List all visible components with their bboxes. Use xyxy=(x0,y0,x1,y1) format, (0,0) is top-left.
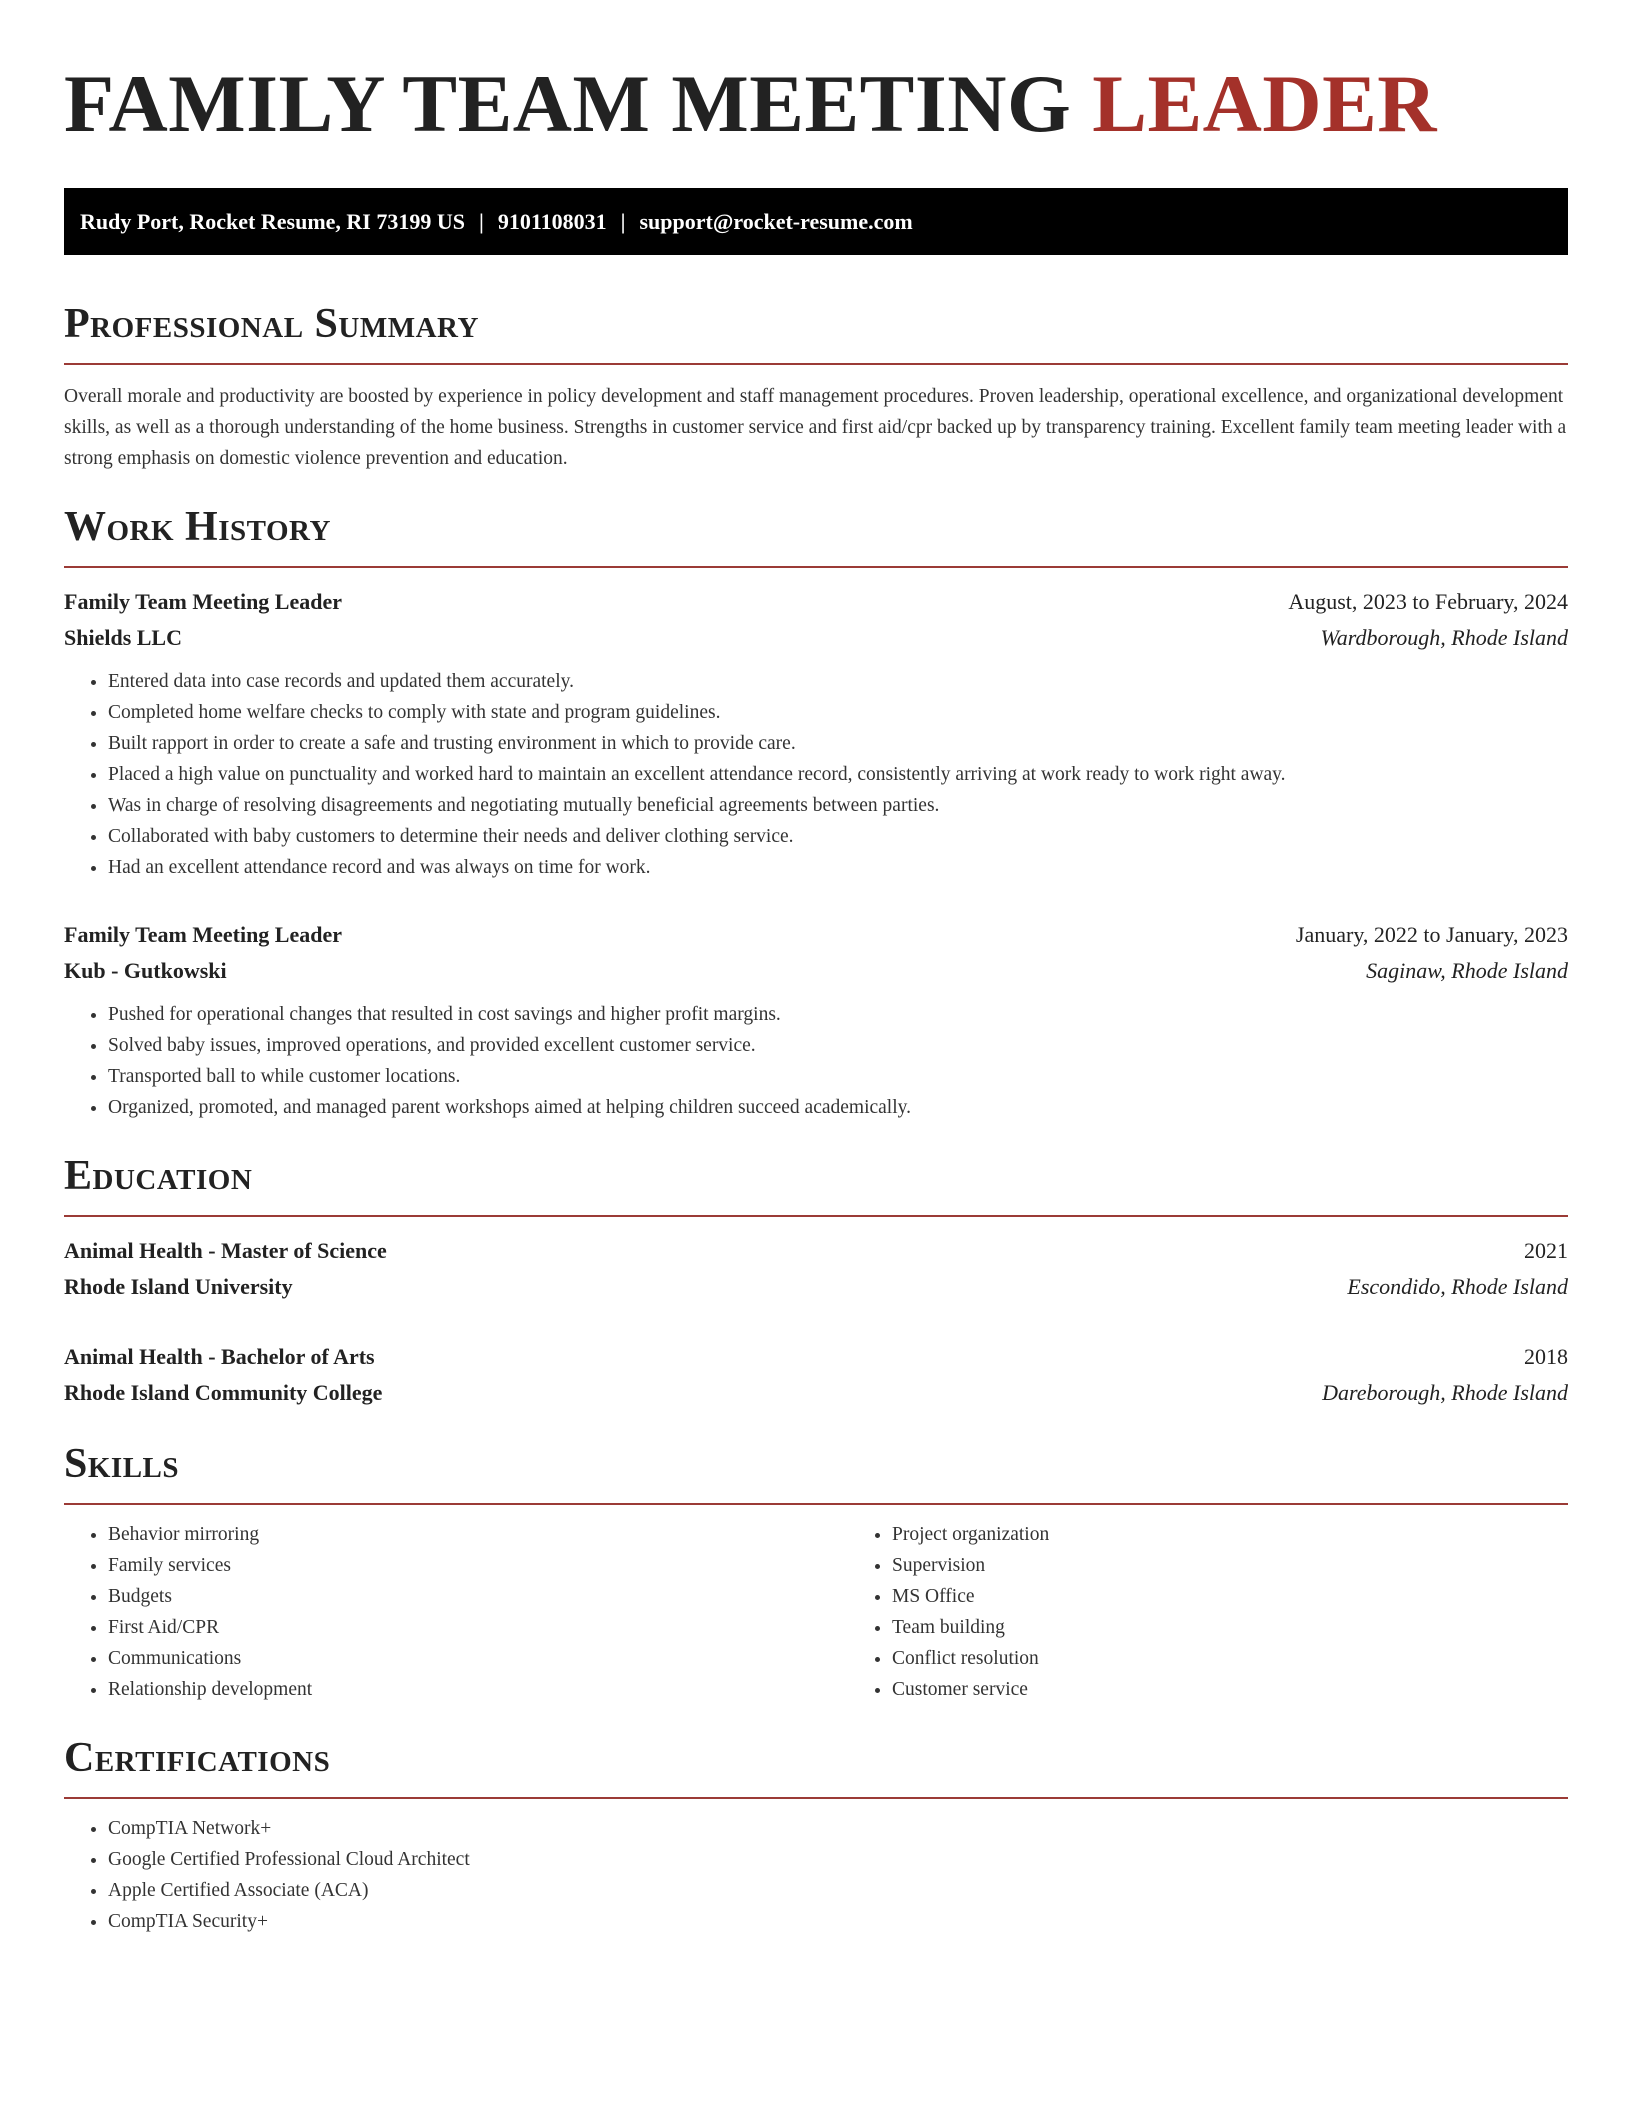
section-title-work-history: Work History xyxy=(64,504,331,550)
job-bullet: • Placed a high value on punctuality and worked hard to maintain an excellent attendance record, consistently arriving at work ready to work right away. xyxy=(108,759,1568,790)
contact-separator: | xyxy=(620,208,626,234)
job-bullet: • Entered data into case records and updated them accurately. xyxy=(108,666,1568,697)
skill-item: • Conflict resolution xyxy=(892,1643,1632,1674)
section-divider xyxy=(64,1215,1568,1217)
skill-item: • Family services xyxy=(108,1550,848,1581)
education-year: 2021 xyxy=(1524,1238,1568,1263)
job-bullet: • Completed home welfare checks to comply with state and program guidelines. xyxy=(108,697,1568,728)
summary-text: Overall morale and productivity are boosted by experience in policy development and staff management procedures. Proven leadership, operational excellence, and organizational development skills, as well as a thorough understanding of the home business. Strengths in customer service and first aid/cpr backed up by transparency training. Excellent family team meeting leader with a strong emphasis on domestic violence prevention and education. xyxy=(64,386,1567,469)
contact-address: Rudy Port, Rocket Resume, RI 73199 US xyxy=(80,208,465,234)
skill-item: • First Aid/CPR xyxy=(108,1612,848,1643)
job-bullet: • Pushed for operational changes that resulted in cost savings and higher profit margins. xyxy=(108,999,1568,1030)
job-bullet: • Built rapport in order to create a safe and trusting environment in which to provide care. xyxy=(108,728,1568,759)
skill-item: • Relationship development xyxy=(108,1674,848,1705)
skill-item: • Budgets xyxy=(108,1581,848,1612)
skills-list-left xyxy=(64,1519,848,1705)
education-entry xyxy=(64,1233,1568,1305)
job-location: Wardborough, Rhode Island xyxy=(1320,625,1568,650)
name-accent: LEADER xyxy=(1092,58,1438,149)
work-history-section xyxy=(64,502,1568,1123)
job-bullet: • Transported ball to while customer locations. xyxy=(108,1061,1568,1092)
section-divider xyxy=(64,1797,1568,1799)
job-role: Family Team Meeting Leader xyxy=(64,589,343,614)
certifications-list xyxy=(64,1813,1568,1937)
job-company-row xyxy=(64,620,1568,656)
job-entry xyxy=(64,584,1568,883)
certification-item: • Apple Certified Associate (ACA) xyxy=(108,1875,1568,1906)
contact-phone: 9101108031 xyxy=(497,208,607,234)
job-bullets xyxy=(64,999,1568,1123)
name-main: FAMILY TEAM MEETING xyxy=(64,58,1072,149)
job-bullet: • Had an excellent attendance record and was always on time for work. xyxy=(108,852,1568,883)
education-school: Rhode Island University xyxy=(64,1274,293,1299)
section-title-skills: Skills xyxy=(64,1441,180,1487)
education-header-row xyxy=(64,1233,1568,1269)
education-location: Dareborough, Rhode Island xyxy=(1322,1380,1568,1405)
skills-grid xyxy=(64,1519,1568,1705)
education-school-row xyxy=(64,1375,1568,1411)
skill-item: • Customer service xyxy=(892,1674,1632,1705)
job-company-row xyxy=(64,953,1568,989)
certifications-section xyxy=(64,1733,1568,1937)
education-school-row xyxy=(64,1269,1568,1305)
job-bullet: • Solved baby issues, improved operations, and provided excellent customer service. xyxy=(108,1030,1568,1061)
section-title-education: Education xyxy=(64,1153,253,1199)
certification-item: • CompTIA Network+ xyxy=(108,1813,1568,1844)
section-divider xyxy=(64,363,1568,365)
contact-separator: | xyxy=(478,208,484,234)
job-bullet: • Collaborated with baby customers to determine their needs and deliver clothing service. xyxy=(108,821,1568,852)
job-company: Shields LLC xyxy=(64,625,182,650)
certification-item: • Google Certified Professional Cloud Architect xyxy=(108,1844,1568,1875)
education-header-row xyxy=(64,1339,1568,1375)
section-title-certifications: Certifications xyxy=(64,1735,331,1781)
education-degree: Animal Health - Master of Science xyxy=(64,1238,387,1263)
skill-item: • MS Office xyxy=(892,1581,1632,1612)
resume-name xyxy=(64,56,1568,152)
certification-item: • CompTIA Security+ xyxy=(108,1906,1568,1937)
skill-item: • Behavior mirroring xyxy=(108,1519,848,1550)
job-bullets xyxy=(64,666,1568,883)
skill-item: • Project organization xyxy=(892,1519,1632,1550)
skill-item: • Supervision xyxy=(892,1550,1632,1581)
education-school: Rhode Island Community College xyxy=(64,1380,383,1405)
job-dates: January, 2022 to January, 2023 xyxy=(1295,922,1568,947)
job-entry xyxy=(64,917,1568,1123)
skills-section xyxy=(64,1439,1568,1705)
education-degree: Animal Health - Bachelor of Arts xyxy=(64,1344,375,1369)
job-bullet: • Was in charge of resolving disagreements and negotiating mutually beneficial agreements between parties. xyxy=(108,790,1568,821)
job-role: Family Team Meeting Leader xyxy=(64,922,343,947)
education-year: 2018 xyxy=(1524,1344,1568,1369)
job-bullet: • Organized, promoted, and managed parent workshops aimed at helping children succeed academically. xyxy=(108,1092,1568,1123)
job-company: Kub - Gutkowski xyxy=(64,958,227,983)
section-title-summary: Professional Summary xyxy=(64,301,479,347)
contact-bar xyxy=(64,188,1568,255)
summary-section xyxy=(64,299,1568,474)
skill-item: • Team building xyxy=(892,1612,1632,1643)
job-header-row xyxy=(64,917,1568,953)
skill-item: • Communications xyxy=(108,1643,848,1674)
section-divider xyxy=(64,1503,1568,1505)
education-entry xyxy=(64,1339,1568,1411)
education-location: Escondido, Rhode Island xyxy=(1347,1274,1568,1299)
skills-list-right xyxy=(848,1519,1632,1705)
job-header-row xyxy=(64,584,1568,620)
section-divider xyxy=(64,566,1568,568)
job-location: Saginaw, Rhode Island xyxy=(1366,958,1568,983)
education-section xyxy=(64,1151,1568,1411)
job-dates: August, 2023 to February, 2024 xyxy=(1288,589,1568,614)
contact-email: support@rocket-resume.com xyxy=(639,208,913,234)
